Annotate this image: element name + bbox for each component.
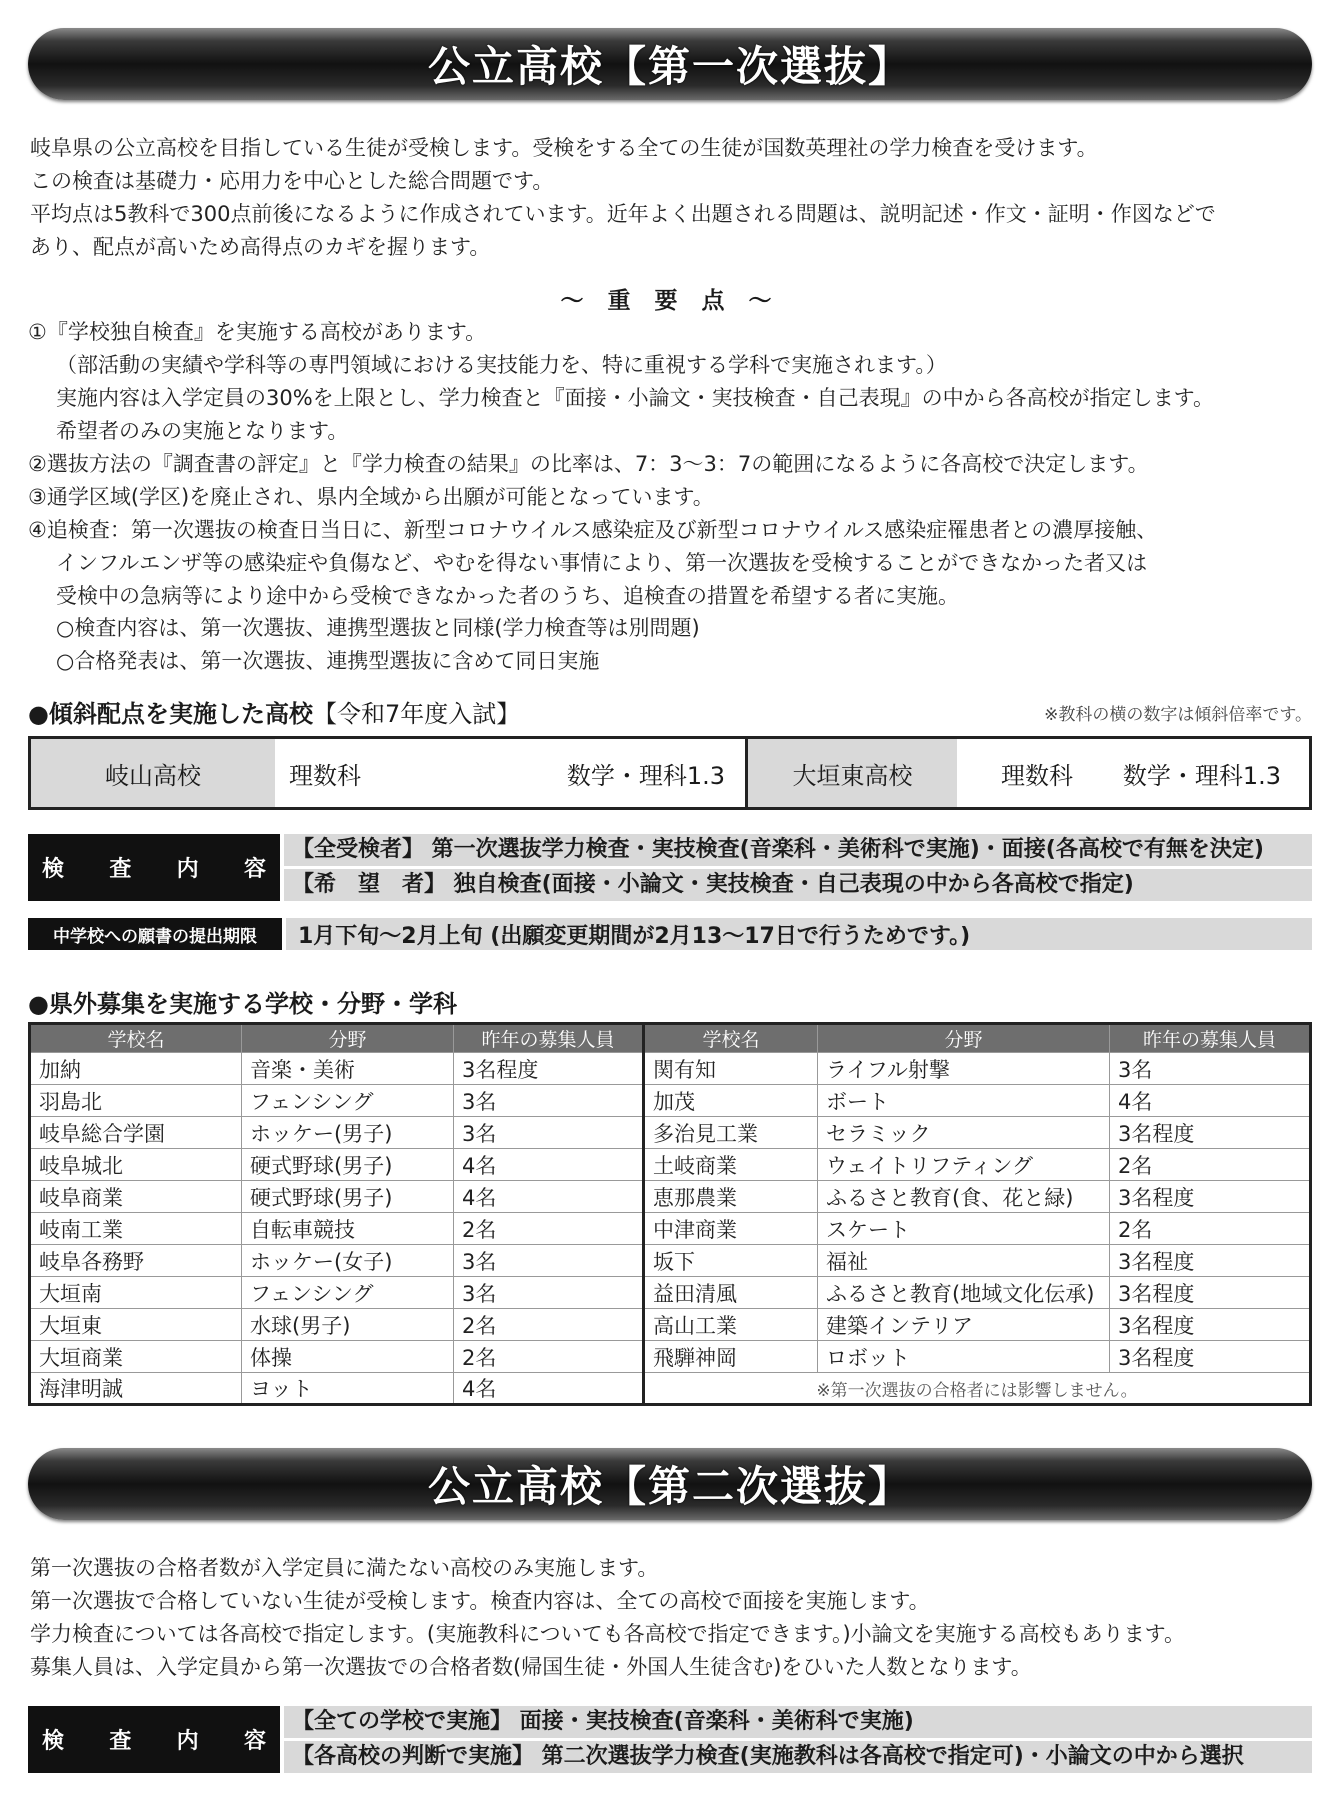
table-row bbox=[30, 1181, 1311, 1213]
table-cell: 3名程度 bbox=[1110, 1341, 1311, 1373]
table-row bbox=[30, 1245, 1311, 1277]
table-cell: 3名程度 bbox=[1110, 1277, 1311, 1309]
keisha-school: 岐山高校 bbox=[31, 739, 275, 807]
table-row bbox=[30, 1373, 1311, 1405]
deadline-value: 1月下旬〜2月上旬 (出願変更期間が2月13〜17日で行うためです。) bbox=[286, 918, 1312, 950]
key-point: ①『学校独自検査』を実施する高校があります。 bbox=[28, 320, 487, 344]
table-cell: 4名 bbox=[454, 1149, 644, 1181]
table-cell: 恵那農業 bbox=[644, 1181, 818, 1213]
table-cell: スケート bbox=[818, 1213, 1110, 1245]
label-char: 検 bbox=[42, 857, 65, 882]
table-cell: 岐阜商業 bbox=[30, 1181, 242, 1213]
intro-line: 第一次選抜の合格者数が入学定員に満たない高校のみ実施します。 bbox=[30, 1556, 659, 1580]
table-note: ※第一次選抜の合格者には影響しません。 bbox=[644, 1373, 1311, 1405]
table-cell: 3名程度 bbox=[1110, 1181, 1311, 1213]
table-header-row bbox=[30, 1024, 1311, 1053]
table-cell: ウェイトリフティング bbox=[818, 1149, 1110, 1181]
table-cell: 坂下 bbox=[644, 1245, 818, 1277]
label-char: 内 bbox=[176, 1729, 199, 1754]
intro-line: あり、配点が高いため高得点のカギを握ります。 bbox=[30, 235, 491, 259]
table-cell: 大垣南 bbox=[30, 1277, 242, 1309]
key-point: インフルエンザ等の感染症や負傷など、やむを得ない事情により、第一次選抜を受検することができなかった者又は bbox=[56, 551, 1148, 575]
table-cell: 硬式野球(男子) bbox=[242, 1149, 454, 1181]
table-cell: 建築インテリア bbox=[818, 1309, 1110, 1341]
table-cell: ホッケー(男子) bbox=[242, 1117, 454, 1149]
kengai-table bbox=[28, 1022, 1312, 1406]
keisha-heading-year: 【令和7年度入試】 bbox=[312, 700, 521, 728]
table-row bbox=[30, 1213, 1311, 1245]
table-cell: 2名 bbox=[1110, 1149, 1311, 1181]
table-cell: 3名 bbox=[454, 1245, 644, 1277]
table-cell: 加納 bbox=[30, 1053, 242, 1085]
table-cell: 岐阜総合学園 bbox=[30, 1117, 242, 1149]
keisha-school: 大垣東高校 bbox=[745, 739, 957, 807]
table-cell: 3名程度 bbox=[1110, 1117, 1311, 1149]
label-char: 容 bbox=[243, 1729, 266, 1754]
table-cell: 岐南工業 bbox=[30, 1213, 242, 1245]
table-row bbox=[30, 1053, 1311, 1085]
table-cell: 体操 bbox=[242, 1341, 454, 1373]
header-cell: 学校名 bbox=[30, 1024, 242, 1053]
inspection-box-2 bbox=[28, 1706, 1312, 1773]
inspection-row: 【各高校の判断で実施】 第二次選抜学力検査(実施教科は各高校で指定可)・小論文の中から選択 bbox=[284, 1741, 1312, 1773]
table-cell: フェンシング bbox=[242, 1277, 454, 1309]
table-cell: 4名 bbox=[454, 1373, 644, 1405]
table-cell: 2名 bbox=[454, 1309, 644, 1341]
table-cell: 関有知 bbox=[644, 1053, 818, 1085]
keisha-dept: 理数科 bbox=[1001, 761, 1073, 790]
table-cell: 海津明誠 bbox=[30, 1373, 242, 1405]
table-cell: セラミック bbox=[818, 1117, 1110, 1149]
table-cell: 3名 bbox=[454, 1117, 644, 1149]
table-row bbox=[30, 1117, 1311, 1149]
table-row bbox=[30, 1309, 1311, 1341]
table-cell: 加茂 bbox=[644, 1085, 818, 1117]
key-point: 受検中の急病等により途中から受検できなかった者のうち、追検査の措置を希望する者に実施。 bbox=[56, 584, 959, 608]
keisha-dept: 理数科 bbox=[289, 761, 361, 790]
header-cell: 昨年の募集人員 bbox=[454, 1024, 644, 1053]
table-cell: 飛騨神岡 bbox=[644, 1341, 818, 1373]
deadline-label: 中学校への願書の提出期限 bbox=[28, 918, 282, 950]
table-row bbox=[30, 1277, 1311, 1309]
deadline-box bbox=[28, 918, 1312, 950]
inspection-row: 【希 望 者】 独自検査(面接・小論文・実技検査・自己表現の中から各高校で指定) bbox=[284, 869, 1312, 901]
intro-line: 岐阜県の公立高校を目指している生徒が受検します。受検をする全ての生徒が国数英理社の学力検査を受けます。 bbox=[30, 136, 1098, 160]
keisha-note: ※教科の横の数字は傾斜倍率です。 bbox=[1044, 705, 1312, 725]
key-point: ②選抜方法の『調査書の評定』と『学力検査の結果』の比率は、7：3〜3：7の範囲になるように各高校で決定します。 bbox=[28, 452, 1149, 476]
circle-note: ○検査内容は、第一次選抜、連携型選抜と同様(学力検査等は別問題) bbox=[56, 616, 700, 640]
table-cell: 音楽・美術 bbox=[242, 1053, 454, 1085]
key-points-title: 〜 重 要 点 〜 bbox=[560, 288, 780, 314]
intro-line: この検査は基礎力・応用力を中心とした総合問題です。 bbox=[30, 169, 554, 193]
label-char: 内 bbox=[176, 857, 199, 882]
table-cell: 2名 bbox=[454, 1341, 644, 1373]
table-cell: 3名 bbox=[1110, 1053, 1311, 1085]
table-cell: 2名 bbox=[1110, 1213, 1311, 1245]
section1-banner bbox=[28, 28, 1312, 100]
table-cell: 岐阜城北 bbox=[30, 1149, 242, 1181]
table-cell: 硬式野球(男子) bbox=[242, 1181, 454, 1213]
header-cell: 学校名 bbox=[644, 1024, 818, 1053]
table-cell: 3名程度 bbox=[454, 1053, 644, 1085]
table-cell: 大垣東 bbox=[30, 1309, 242, 1341]
keisha-heading bbox=[28, 694, 520, 729]
header-cell: 分野 bbox=[242, 1024, 454, 1053]
inspection-box-1 bbox=[28, 834, 1312, 901]
table-cell: 羽島北 bbox=[30, 1085, 242, 1117]
section2-title: 公立高校【第二次選抜】 bbox=[427, 1462, 912, 1511]
table-cell: ライフル射撃 bbox=[818, 1053, 1110, 1085]
table-cell: ロボット bbox=[818, 1341, 1110, 1373]
table-cell: 2名 bbox=[454, 1213, 644, 1245]
table-cell: 益田清風 bbox=[644, 1277, 818, 1309]
table-cell: 自転車競技 bbox=[242, 1213, 454, 1245]
inspection-label bbox=[28, 834, 280, 901]
kengai-heading: ●県外募集を実施する学校・分野・学科 bbox=[28, 990, 457, 1018]
section1-title: 公立高校【第一次選抜】 bbox=[427, 42, 912, 91]
key-point: 実施内容は入学定員の30%を上限とし、学力検査と『面接・小論文・実技検査・自己表現』の中から各高校が指定します。 bbox=[56, 386, 1214, 410]
section1-intro bbox=[30, 132, 1216, 264]
table-cell: ヨット bbox=[242, 1373, 454, 1405]
intro-line: 平均点は5教科で300点前後になるように作成されています。近年よく出題される問題は、説明記述・作文・証明・作図などで bbox=[30, 202, 1216, 226]
keisha-heading-text: ●傾斜配点を実施した高校 bbox=[28, 700, 313, 728]
table-cell: ボート bbox=[818, 1085, 1110, 1117]
table-cell: 3名 bbox=[454, 1085, 644, 1117]
intro-line: 学力検査については各高校で指定します。(実施教科についても各高校で指定できます。)小論文を実施する高校もあります。 bbox=[30, 1622, 1186, 1646]
table-cell: 多治見工業 bbox=[644, 1117, 818, 1149]
keisha-subjects: 数学・理科1.3 bbox=[1122, 761, 1281, 790]
table-cell: 4名 bbox=[1110, 1085, 1311, 1117]
table-cell: フェンシング bbox=[242, 1085, 454, 1117]
table-cell: ふるさと教育(地域文化伝承) bbox=[818, 1277, 1110, 1309]
section2-banner bbox=[28, 1448, 1312, 1520]
table-cell: ふるさと教育(食、花と緑) bbox=[818, 1181, 1110, 1213]
key-point: （部活動の実績や学科等の専門領域における実技能力を、特に重視する学科で実施されます。） bbox=[56, 353, 947, 377]
table-cell: 3名程度 bbox=[1110, 1245, 1311, 1277]
table-cell: 福祉 bbox=[818, 1245, 1110, 1277]
key-point: ④追検査：第一次選抜の検査日当日に、新型コロナウイルス感染症及び新型コロナウイルス感染症罹患者との濃厚接触、 bbox=[28, 518, 1158, 542]
label-char: 査 bbox=[109, 857, 132, 882]
inspection-label bbox=[28, 1706, 280, 1773]
header-cell: 昨年の募集人員 bbox=[1110, 1024, 1311, 1053]
intro-line: 第一次選抜で合格していない生徒が受検します。検査内容は、全ての高校で面接を実施します。 bbox=[30, 1589, 930, 1613]
table-cell: ホッケー(女子) bbox=[242, 1245, 454, 1277]
table-cell: 岐阜各務野 bbox=[30, 1245, 242, 1277]
section2-intro bbox=[30, 1552, 1185, 1684]
inspection-rows bbox=[284, 834, 1312, 901]
header-cell: 分野 bbox=[818, 1024, 1110, 1053]
table-row bbox=[30, 1341, 1311, 1373]
table-row bbox=[30, 1085, 1311, 1117]
table-cell: 水球(男子) bbox=[242, 1309, 454, 1341]
circle-notes bbox=[56, 612, 700, 678]
keisha-table bbox=[28, 736, 1312, 810]
inspection-row: 【全ての学校で実施】 面接・実技検査(音楽科・美術科で実施) bbox=[284, 1706, 1312, 1738]
key-points-list bbox=[28, 316, 1214, 613]
key-point: ③通学区域(学区)を廃止され、県内全域から出願が可能となっています。 bbox=[28, 485, 714, 509]
table-cell: 3名 bbox=[454, 1277, 644, 1309]
inspection-row: 【全受検者】 第一次選抜学力検査・実技検査(音楽科・美術科で実施)・面接(各高校で有無を決定) bbox=[284, 834, 1312, 866]
table-cell: 4名 bbox=[454, 1181, 644, 1213]
key-point: 希望者のみの実施となります。 bbox=[56, 419, 349, 443]
table-row bbox=[30, 1149, 1311, 1181]
intro-line: 募集人員は、入学定員から第一次選抜での合格者数(帰国生徒・外国人生徒含む)をひいた人数となります。 bbox=[30, 1655, 1032, 1679]
label-char: 検 bbox=[42, 1729, 65, 1754]
label-char: 容 bbox=[243, 857, 266, 882]
label-char: 査 bbox=[109, 1729, 132, 1754]
table-cell: 土岐商業 bbox=[644, 1149, 818, 1181]
keisha-subjects: 数学・理科1.3 bbox=[566, 761, 725, 790]
circle-note: ○合格発表は、第一次選抜、連携型選抜に含めて同日実施 bbox=[56, 649, 600, 673]
table-cell: 中津商業 bbox=[644, 1213, 818, 1245]
inspection-rows bbox=[284, 1706, 1312, 1773]
table-cell: 高山工業 bbox=[644, 1309, 818, 1341]
table-cell: 大垣商業 bbox=[30, 1341, 242, 1373]
table-cell: 3名程度 bbox=[1110, 1309, 1311, 1341]
